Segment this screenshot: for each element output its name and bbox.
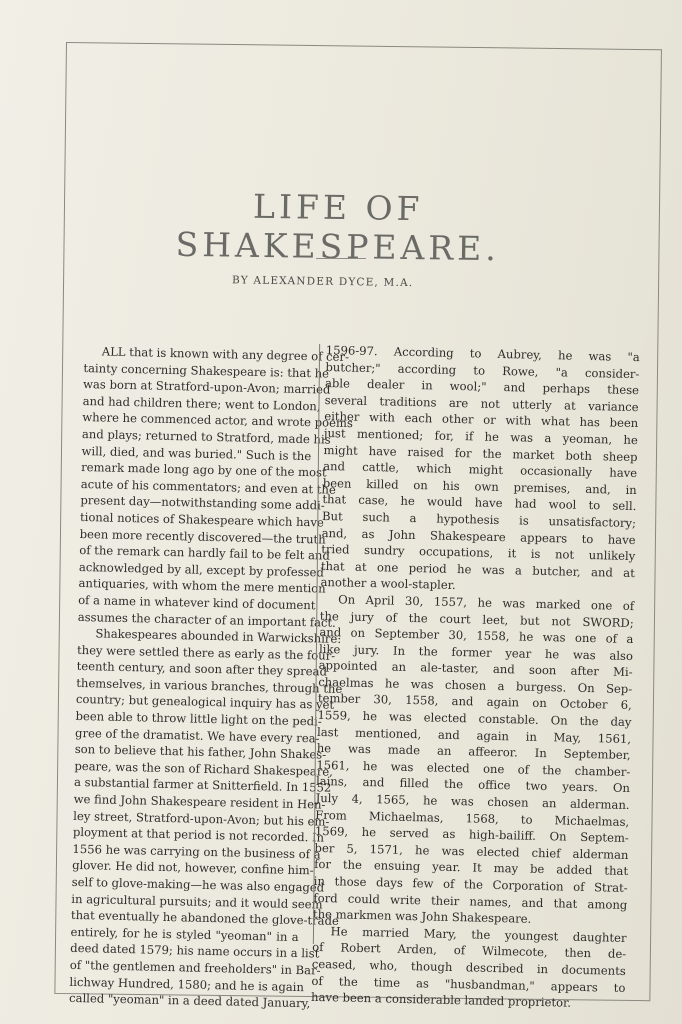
text-line: the markmen was John Shakespeare. xyxy=(312,907,532,926)
text-line: able dealer in wool;" and perhaps these xyxy=(324,376,640,398)
text-line: ALL that is known with any degree of cer- xyxy=(101,344,350,365)
text-line: chaelmas he was chosen a burgess. On Sep- xyxy=(318,674,633,696)
text-line: of a name in whatever kind of document xyxy=(78,592,316,613)
text-line: acknowledged by all, except by professed xyxy=(78,559,325,580)
text-line: glover. He did not, however, confine him- xyxy=(71,858,314,878)
text-line: the jury of the court leet, but not SWORD; xyxy=(319,608,634,630)
text-line: deed dated 1579; his name occurs in a list xyxy=(70,941,320,961)
text-line: ceased, who, though described in documents xyxy=(311,956,626,978)
text-line: called "yeoman" in a deed dated January, xyxy=(68,990,311,1011)
text-line: and plays; returned to Stratford, made his xyxy=(81,426,331,447)
text-line: and, as John Shakespeare appears to have xyxy=(321,525,636,547)
text-line: in those days few of the Corporation of Strat- xyxy=(313,873,628,895)
text-line: and had children there; went to London, xyxy=(82,393,321,414)
text-line: where he commenced actor, and wrote poems xyxy=(82,410,354,431)
text-line: ployment at that period is not recorded. In xyxy=(72,825,325,845)
text-line: will, died, and was buried." Such is the xyxy=(81,443,312,463)
text-line: ley street, Stratford-upon-Avon; but his em- xyxy=(73,808,330,829)
text-line: that case, he would have had wool to sell. xyxy=(322,492,637,514)
text-line: butcher;" according to Rowe, "a consider- xyxy=(325,359,640,381)
text-line: been able to throw little light on the pedi- xyxy=(75,708,322,729)
text-line: of the remark can hardly fail to be felt and xyxy=(79,543,331,563)
text-line: But such a hypothesis is unsatisfactory; xyxy=(321,508,637,531)
text-line: and on September 30, 1558, he was one of a xyxy=(319,625,634,647)
text-line: they were settled there as early as the four- xyxy=(76,642,336,663)
text-line: that at one period he was a butcher, and at xyxy=(320,558,636,580)
text-line: was born at Stratford-upon-Avon; married xyxy=(82,377,331,397)
text-line: self to glove-making—he was also engaged xyxy=(71,874,325,895)
page-title: LIFE OF SHAKESPEARE. xyxy=(175,186,501,269)
text-line: a substantial farmer at Snitterfield. In 1552 xyxy=(73,775,332,796)
text-line: might have raised for the market both sheep xyxy=(323,442,638,464)
text-line: 1559, he was elected constable. On the day xyxy=(317,707,632,730)
text-line: ford could write their names, and that among xyxy=(313,890,628,912)
text-line: either with each other or with what has been xyxy=(324,409,639,431)
text-line: lains, and filled the office two years. On xyxy=(315,774,631,796)
text-line: of "the gentlemen and freeholders" in Bar- xyxy=(69,957,321,978)
text-line: tional notices of Shakespeare which have xyxy=(79,509,325,530)
text-line: he was made an affeeror. In September, xyxy=(316,741,631,763)
text-line: July 4, 1565, he was chosen an alderman. xyxy=(315,790,630,813)
text-line: From Michaelmas, 1568, to Michaelmas, xyxy=(315,807,630,829)
text-line: and cattle, which might occasionally have xyxy=(323,459,638,481)
text-line: tainty concerning Shakespeare is: that he xyxy=(83,360,330,381)
author-byline: BY ALEXANDER DYCE, M.A. xyxy=(231,274,414,290)
text-line: appointed an ale-taster, and soon after Mi- xyxy=(318,658,633,680)
text-line: in agricultural pursuits; and it would seem xyxy=(71,891,323,912)
title-rule xyxy=(316,258,366,259)
text-line: been more recently discovered—the truth xyxy=(79,526,326,547)
text-line: tember 30, 1558, and again on October 6, xyxy=(317,691,632,713)
text-line: 1556 he was carrying on the business of a xyxy=(72,841,321,862)
text-line: He married Mary, the youngest daughter xyxy=(330,924,627,945)
text-line: have been a considerable landed proprietor. xyxy=(310,989,572,1010)
text-line: 1596-97. According to Aubrey, he was "a xyxy=(325,342,640,365)
text-line: 1561, he was elected one of the chamber- xyxy=(316,757,631,779)
right-column xyxy=(311,342,640,1013)
text-line: been killed on his own premises, and, in xyxy=(322,475,637,497)
text-line: country; but genealogical inquiry has as yet xyxy=(75,692,335,713)
text-line: teenth century, and soon after they spread xyxy=(76,659,328,679)
text-line: On April 30, 1557, he was marked one of xyxy=(338,592,635,613)
text-line: tried sundry occupations, it is not unlikely xyxy=(321,542,636,564)
text-line: for the ensuing year. It may be added that xyxy=(313,857,629,879)
text-line: gree of the dramatist. We have every rea- xyxy=(75,725,320,746)
text-line: 1569, he served as high-bailiff. On Septem- xyxy=(314,824,629,846)
text-line: another a wool-stapler. xyxy=(320,575,456,593)
text-line: entirely, for he is styled "yeoman" in a xyxy=(70,924,299,944)
left-column xyxy=(68,343,354,1012)
text-line: present day—notwithstanding some addi- xyxy=(80,493,325,513)
text-line: last mentioned, and again in May, 1561, xyxy=(317,724,632,746)
text-line: that eventually he abandoned the glove-trade xyxy=(70,908,339,929)
text-line: peare, was the son of Richard Shakespeare, xyxy=(74,758,334,779)
text-line: just mentioned; for, if he was a yeoman, he xyxy=(323,425,639,448)
text-line: themselves, in various branches, through the xyxy=(76,675,343,696)
text-line: of Robert Arden, of Wilmecote, then de- xyxy=(312,940,627,962)
text-line: antiquaries, with whom the mere mention xyxy=(78,576,326,596)
text-line: son to believe that his father, John Shakes- xyxy=(74,742,327,762)
text-line: like jury. In the former year he was also xyxy=(318,641,634,663)
text-line: assumes the character of an important fact. xyxy=(77,609,336,630)
text-line: acute of his commentators; and even at the xyxy=(80,476,336,497)
text-line: ber 5, 1571, he was elected chief alderman xyxy=(314,840,629,862)
text-line: of the time as "husbandman," appears to xyxy=(311,973,626,995)
text-line: lichway Hundred, 1580; and he is again xyxy=(69,974,305,994)
text-line: several traditions are not utterly at variance xyxy=(324,392,639,414)
text-line: remark made long ago by one of the most xyxy=(81,460,327,480)
text-line: Shakespeares abounded in Warwickshire: xyxy=(95,626,342,647)
text-line: we find John Shakespeare resident in Hen- xyxy=(73,791,326,812)
